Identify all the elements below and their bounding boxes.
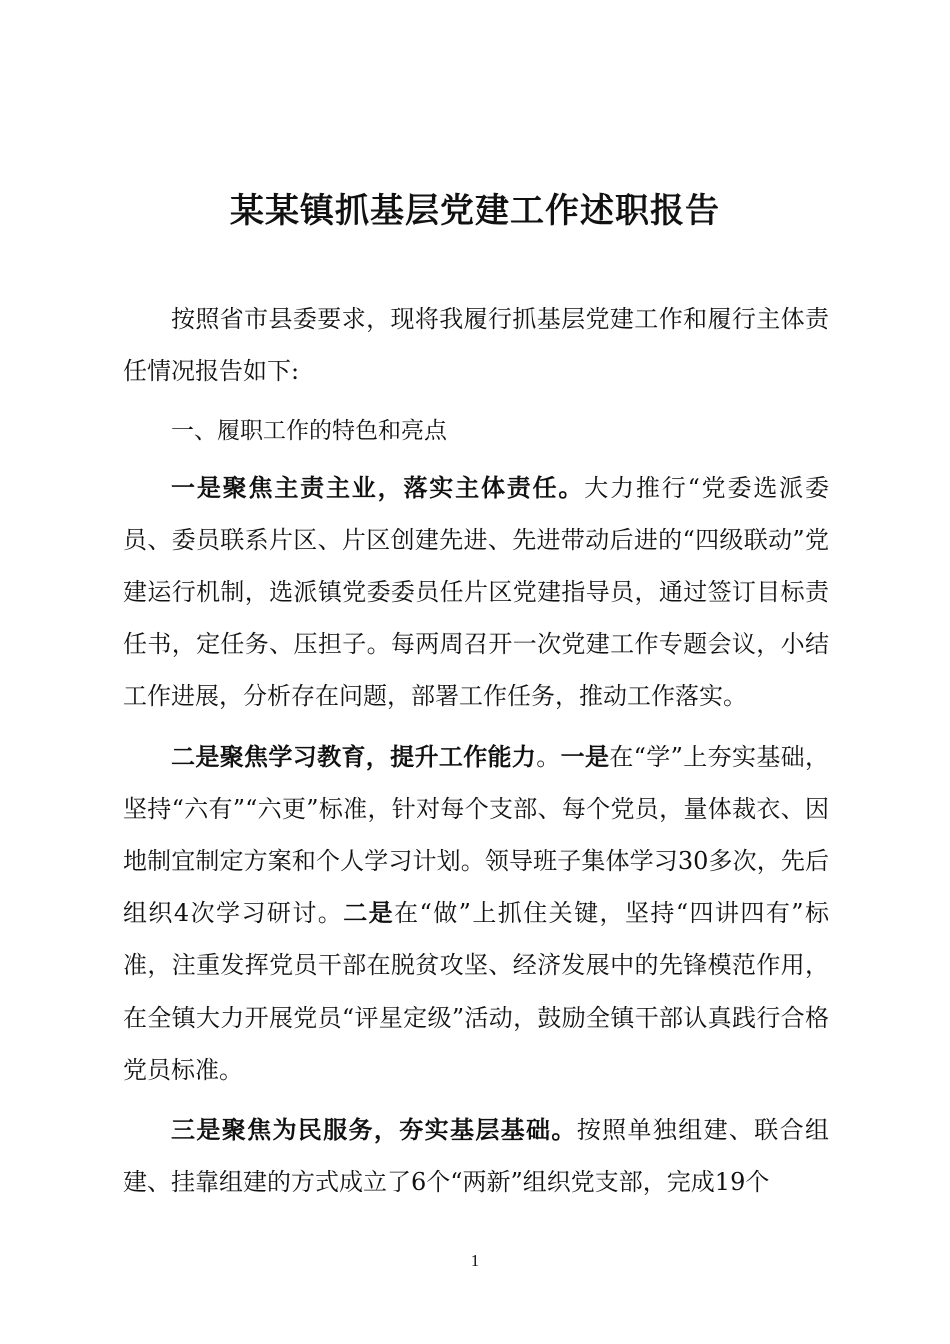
paragraph-2-sub2-lead: 二是 [343,898,395,928]
paragraph-3-text: 按照单独组建、联合组建、挂靠组建的方式成立了6个“两新”组织党支部，完成19个 [123,1116,830,1197]
paragraph-2-sub1-lead: 一是 [560,741,610,771]
document-body [123,293,829,1216]
paragraph-2-sub2-text: 在“做”上抓住关键，坚持“四讲四有”标准，注重发挥党员干部在脱贫攻坚、经济发展中的先锋模范作用，在全镇大力开展党员“评星定级”活动，鼓励全镇干部认真践行合格党员标准。 [123,899,830,1084]
paragraph-2-punct: 。 [536,742,561,771]
intro-paragraph: 按照省市县委要求，现将我履行抓基层党建工作和履行主体责任情况报告如下: [123,305,829,386]
paragraph-2-lead: 二是聚焦学习教育，提升工作能力 [171,741,537,771]
page-number: 1 [470,1251,480,1270]
paragraph-3-lead: 三是聚焦为民服务，夯实基层基础。 [171,1115,577,1145]
paragraph-2 [123,731,829,1096]
paragraph-1 [123,462,829,723]
paragraph-1-lead: 一是聚焦主责主业，落实主体责任。 [171,472,585,502]
section-heading: 一、履职工作的特色和亮点 [171,418,447,445]
paragraph-2-sub1-text: 在“学”上夯实基础，坚持“六有”“六更”标准，针对每个支部、每个党员，量体裁衣、因地制宜制定方案和个人学习计划。领导班子集体学习30多次，先后组织4次学习研讨。 [123,742,830,928]
document-title: 某某镇抓基层党建工作述职报告 [230,191,720,231]
paragraph-1-text: 大力推行“党委选派委员、委员联系片区、片区创建先进、先进带动后进的“四级联动”党建运行机制，选派镇党委委员任片区党建指导员，通过签订目标责任书，定任务、压担子。每两周召开一次党建工作专题会议，小结工作进展，分析存在问题，部署工作任务，推动工作落实。 [123,473,829,711]
paragraph-3 [123,1104,829,1208]
